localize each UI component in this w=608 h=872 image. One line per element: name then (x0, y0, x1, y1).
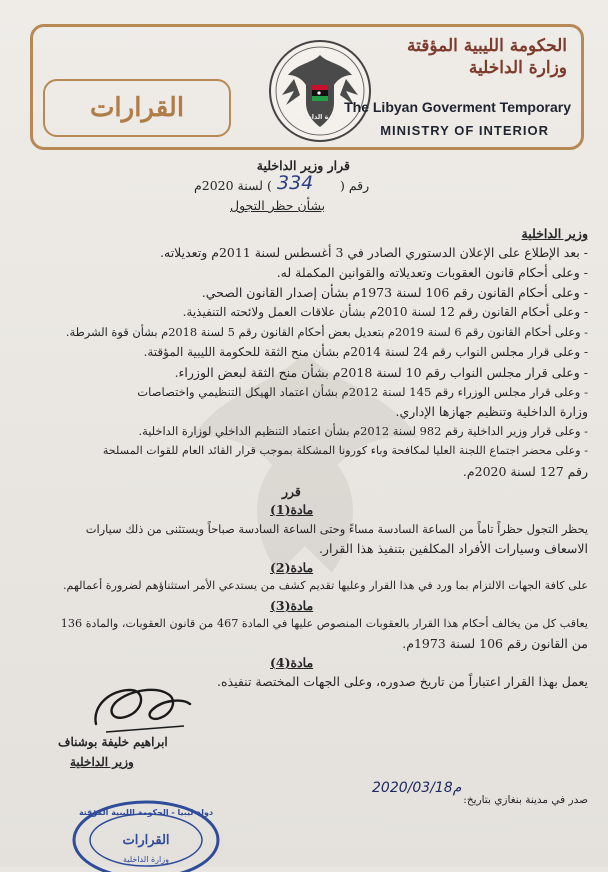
preamble-line-1: - بعد الإطلاع على الإعلان الدستوري الصادر في 3 أغسطس لسنة 2011م وتعديلاته. (160, 245, 588, 260)
decisions-badge: القرارات (43, 79, 231, 137)
preamble-line-8: - وعلى قرار مجلس الوزراء رقم 145 لسنة 2012م بشأن اعتماد الهيكل التنظيمي واختصاصات (137, 385, 588, 399)
article-1-line-2: الاسعاف وسيارات الأفراد المكلفين بتنفيذ هذا القرار. (318, 541, 588, 556)
article-3-line-2: من القانون رقم 106 لسنة 1973م. (402, 636, 588, 651)
article-2-line-1: على كافة الجهات الالتزام بما ورد في هذا القرار وعليها تقديم كشف من يستدعي الأمر استثناؤهم لضرورة أعمالهم. (62, 579, 588, 592)
decision-title: قرار وزير الداخلية (256, 158, 350, 173)
preamble-line-11: - وعلى محضر اجتماع اللجنة العليا لمكافحة وباء كورونا المشكلة بموجب قرار القائد العام للقوات المسلحة (102, 444, 588, 457)
preamble-line-12: رقم 127 لسنة 2020م. (462, 464, 588, 479)
letterhead (30, 24, 584, 150)
decision-rakm-label: رقم ( (340, 178, 370, 193)
article-1-heading: مادة(1) (270, 502, 314, 517)
decision-number-handwritten: 334 (277, 172, 314, 194)
preamble-line-5: - وعلى أحكام القانون رقم 6 لسنة 2019م بتعديل بعض أحكام القانون رقم 5 لسنة 2018م بشأن قوة الشرطة. (65, 325, 588, 339)
arabic-gov-line2: وزارة الداخلية (468, 58, 567, 78)
stamp-bottom-text: وزارة الداخلية (123, 855, 169, 864)
decree-word: قرر (282, 484, 301, 499)
preamble-line-9: وزارة الداخلية وتنظيم جهازها الإداري. (395, 404, 588, 419)
official-stamp-icon (70, 800, 222, 872)
stamp-ring-text: دولة ليبيا - الحكومة الليبية المؤقتة (78, 808, 214, 817)
arabic-gov-line1: الحكومة الليبية المؤقتة (406, 36, 567, 56)
signature-scribble-icon (86, 676, 196, 738)
article-1-line-1: يحظر التجول حظراً تاماً من الساعة السادسة مساءً وحتى الساعة السادسة صباحاً ويستثنى من ذلك سيارات (85, 522, 588, 536)
article-3-line-1: يعاقب كل من يخالف أحكام هذا القرار بالعقوبات المنصوص عليها في المادة 467 من قانون العقوبات، والمادة 136 (60, 617, 588, 630)
decision-subject: بشأن حظر التجول (230, 198, 326, 213)
article-4-heading: مادة(4) (270, 655, 314, 670)
stamp-center-text: القرارات (122, 833, 170, 848)
preamble-line-10: - وعلى قرار وزير الداخلية رقم 982 لسنة 2012م بشأن اعتماد التنظيم الداخلي لوزارة الداخلية. (138, 424, 588, 438)
article-3-heading: مادة(3) (270, 598, 314, 613)
preamble-line-4: - وعلى أحكام القانون رقم 12 لسنة 2010م بشأن علاقات العمل ولائحته التنفيذية. (182, 305, 588, 319)
preamble-line-6: - وعلى قرار مجلس النواب رقم 24 لسنة 2014م بشأن منح الثقة للحكومة الليبية المؤقتة. (143, 345, 588, 359)
issued-date: 2020/03/18م (372, 780, 462, 796)
english-government-title: The Libyan Goverment Temporary (344, 99, 571, 115)
preamble-line-7: - وعلى قرار مجلس النواب رقم 10 لسنة 2018م بشأن منح الثقة لبعض الوزراء. (174, 365, 588, 380)
issued-label: صدر في مدينة بنغازي بتاريخ: (463, 794, 588, 806)
emblem-caption: وزارة الداخلية (297, 113, 343, 121)
preamble-line-2: - وعلى أحكام قانون العقوبات وتعديلاته والقوانين المكملة له. (276, 265, 588, 280)
minister-title: وزير الداخلية (70, 755, 134, 769)
minister-name: ابراهيم خليفة بوشناف (58, 735, 168, 749)
english-ministry-title: MINISTRY OF INTERIOR (380, 123, 549, 138)
article-4-line-1: يعمل بهذا القرار اعتباراً من تاريخ صدوره، وعلى الجهات المختصة تنفيذه. (217, 674, 588, 689)
decision-year: ) لسنة 2020م (194, 178, 272, 193)
minister-heading: وزير الداخلية (521, 226, 588, 241)
preamble-line-3: - وعلى أحكام القانون رقم 106 لسنة 1973م بشأن إصدار القانون الصحي. (201, 285, 588, 300)
article-2-heading: مادة(2) (270, 560, 314, 575)
arabic-government-title (353, 35, 567, 79)
